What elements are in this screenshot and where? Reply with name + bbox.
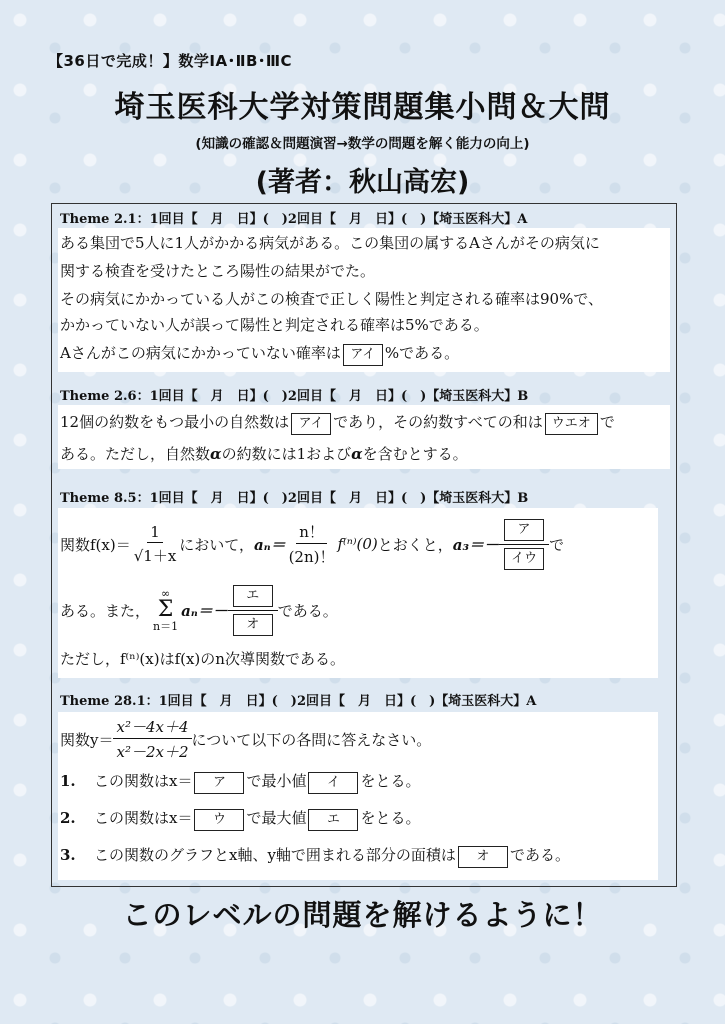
answer-fraction [228,585,278,636]
text-fragment: である。 [509,846,570,864]
answer-box: ア [504,519,544,541]
text-fragment: Aさんがこの病気にかかっていない確率は [60,344,341,362]
sum-lower-limit: n＝1 [153,620,179,633]
answer-box: エ [308,809,358,831]
question-panel [58,228,670,372]
text-fragment: であり，その約数すべての和は [333,413,543,431]
text-fragment: で最大値 [246,809,307,827]
fraction [131,523,180,566]
answer-box: ウ [194,809,244,831]
text-fragment: をとる。 [360,772,421,790]
text-fragment: この関数のグラフとx軸、y軸で囲まれる部分の面積は [94,846,456,864]
text-line [60,443,468,464]
theme-header: Theme 28.1：1回目【 月 日】( )2回目【 月 日】( )【埼玉医科大】A [60,694,537,709]
text-fragment: の約数には1および [221,445,352,463]
list-item [60,807,421,831]
math-term: a₃＝－ [452,535,500,554]
text-fragment: について以下の各問に答えなさい。 [191,730,432,749]
question-panel [58,712,658,880]
text-fragment: で [549,535,565,554]
math-term: aₙ＝ [253,535,286,554]
text-fragment: 関数f(x)＝ [60,535,131,554]
answer-box: オ [233,614,273,636]
fraction-denominator [499,545,549,570]
fraction-denominator: x²－2x＋2 [116,743,189,761]
summation [153,588,178,632]
fraction-denominator: √1＋x [133,546,177,565]
math-term: 関数y＝ [60,730,114,749]
text-line: かかっていない人が誤って陽性と判定される確率は5%である。 [60,316,489,334]
theme-header: Theme 8.5：1回目【 月 日】( )2回目【 月 日】( )【埼玉医科大】B [60,491,529,506]
fraction [286,521,338,567]
sum-upper-limit: ∞ [160,587,171,600]
text-line: ただし，f⁽ⁿ⁾(x)はf(x)のn次導関数である。 [60,650,345,668]
fraction [113,716,191,762]
math-term: f⁽ⁿ⁾(0) [337,535,378,553]
fraction-numerator: 1 [147,523,163,543]
list-item [60,770,421,794]
math-var: α [210,445,222,463]
question-panel [58,508,658,678]
text-fragment: をとる。 [360,809,421,827]
list-item [60,844,570,868]
sigma-symbol: Σ [157,597,174,622]
text-fragment: において， [179,535,254,554]
formula-line [60,714,431,764]
fraction-numerator [228,585,278,611]
text-line [60,411,615,435]
footer-slogan: このレベルの問題を解けるように！ [122,898,603,932]
text-fragment: %である。 [384,344,460,362]
text-fragment: である。 [277,601,338,620]
text-fragment: を含むとする。 [362,445,468,463]
page-caption: (知識の確認＆問題演習→数学の問題を解く能力の向上) [195,136,530,152]
answer-box: オ [458,846,508,868]
page-title: 埼玉医科大学対策問題集小問＆大問 [114,90,611,125]
author-line: (著者：秋山高宏) [255,167,470,198]
text-fragment: ある。ただし，自然数 [60,445,211,463]
answer-fraction [499,519,549,570]
series-tag: 【36日で完成！】数学ⅠA･ⅡB･ⅢC [48,52,293,70]
formula-line [60,512,564,576]
answer-box: ア [194,772,244,794]
text-line: ある集団で5人に1人がかかる病気がある。この集団の属するAさんがその病気に [60,234,600,252]
fraction-denominator: (2n)！ [288,548,335,566]
text-fragment: この関数はx＝ [94,772,193,790]
fraction-numerator: x²－4x＋4 [113,716,191,739]
text-line: 関する検査を受けたところ陽性の結果がでた。 [60,262,376,280]
answer-box: ウエオ [545,413,598,435]
item-number: 1. [60,772,76,790]
fraction-numerator: n！ [296,521,327,544]
answer-box: アイ [343,344,383,366]
answer-box: イウ [504,548,544,570]
text-fragment: で最小値 [246,772,307,790]
text-fragment: この関数はx＝ [94,809,193,827]
theme-header: Theme 2.6：1回目【 月 日】( )2回目【 月 日】( )【埼玉医科大】B [60,389,529,404]
math-term: aₙ＝－ [181,601,228,620]
fraction-numerator [499,519,549,545]
answer-box: アイ [291,413,331,435]
item-number: 2. [60,809,76,827]
theme-header: Theme 2.1：1回目【 月 日】( )2回目【 月 日】( )【埼玉医科大】A [60,212,528,227]
text-fragment: ある。また， [60,601,151,620]
text-fragment: とおくと， [377,535,453,554]
formula-line [60,580,338,640]
fraction-denominator [228,611,278,636]
answer-box: エ [233,585,273,607]
text-line: その病気にかかっている人がこの検査で正しく陽性と判定される確率は90%で、 [60,290,604,308]
item-number: 3. [60,846,76,864]
text-line [60,342,459,366]
text-fragment: 12個の約数をもつ最小の自然数は [60,413,290,431]
answer-box: イ [308,772,358,794]
math-var: α [351,445,363,463]
text-fragment: で [599,413,615,431]
question-panel [58,405,670,469]
